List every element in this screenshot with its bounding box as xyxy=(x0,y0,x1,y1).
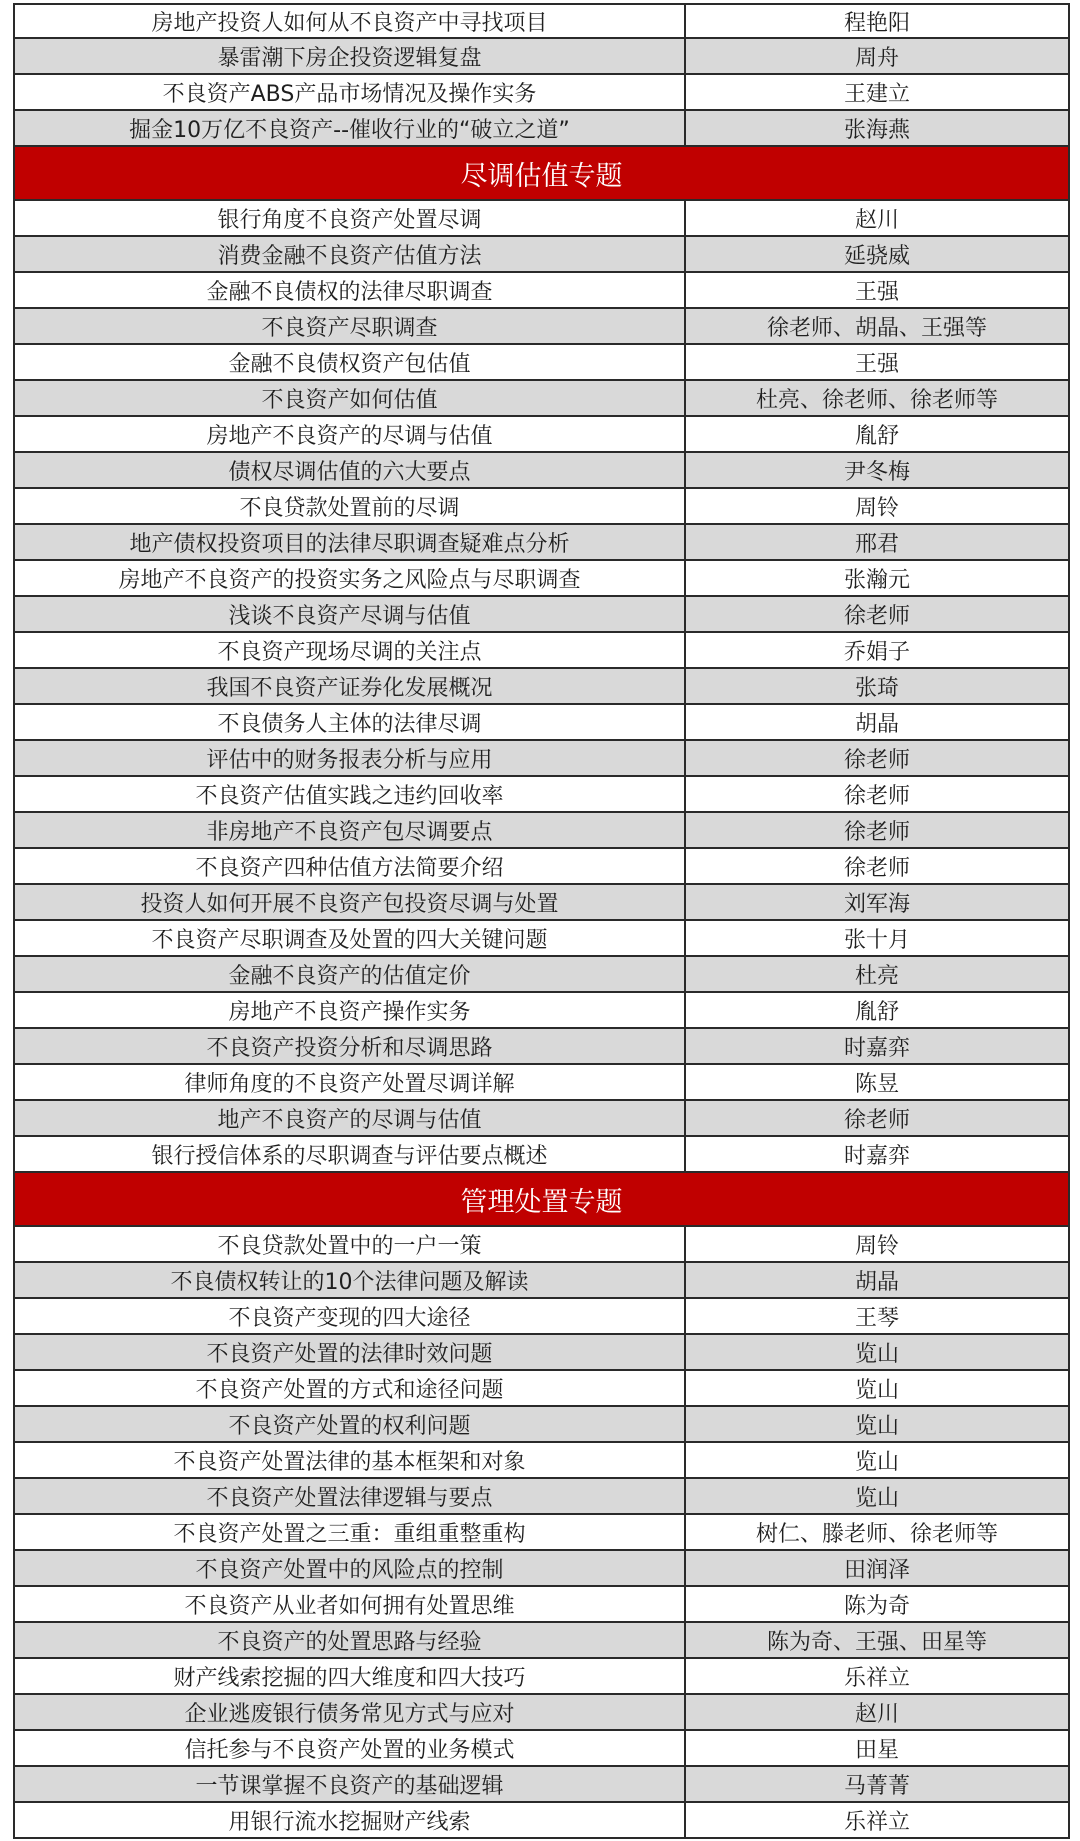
course-title-cell: 地产债权投资项目的法律尽职调查疑难点分析 xyxy=(15,525,686,559)
table-row xyxy=(13,75,1070,111)
course-title-cell: 债权尽调估值的六大要点 xyxy=(15,453,686,487)
course-title-cell: 用银行流水挖掘财产线索 xyxy=(15,1803,686,1837)
course-title-cell: 财产线索挖掘的四大维度和四大技巧 xyxy=(15,1659,686,1693)
table-row xyxy=(13,489,1070,525)
table-row xyxy=(13,1587,1070,1623)
speaker-cell: 延骁威 xyxy=(843,243,910,269)
speaker-cell: 邢君 xyxy=(854,531,899,557)
course-title-cell: 不良资产估值实践之违约回收率 xyxy=(15,777,686,811)
speaker-cell: 览山 xyxy=(854,1449,899,1475)
table-row xyxy=(13,345,1070,381)
speaker-cell: 王强 xyxy=(854,279,899,305)
course-title-cell: 不良资产处置的权利问题 xyxy=(15,1407,686,1441)
course-title-cell: 非房地产不良资产包尽调要点 xyxy=(15,813,686,847)
speaker-cell: 徐老师 xyxy=(843,747,910,773)
speaker-cell: 杜亮、徐老师、徐老师等 xyxy=(755,387,998,413)
speaker-cell: 程艳阳 xyxy=(843,10,910,36)
table-row xyxy=(13,597,1070,633)
table-row xyxy=(13,1803,1070,1839)
table-row xyxy=(13,1479,1070,1515)
table-row xyxy=(13,1443,1070,1479)
speaker-cell: 赵川 xyxy=(854,1701,899,1727)
table-row xyxy=(13,1137,1070,1173)
course-title-cell: 信托参与不良资产处置的业务模式 xyxy=(15,1731,686,1765)
table-row xyxy=(13,777,1070,813)
table-row xyxy=(13,633,1070,669)
speaker-cell: 胤舒 xyxy=(854,423,899,449)
table-row xyxy=(13,1767,1070,1803)
course-title-cell: 房地产不良资产的尽调与估值 xyxy=(15,417,686,451)
course-title-cell: 房地产不良资产的投资实务之风险点与尽职调查 xyxy=(15,561,686,595)
table-row xyxy=(13,1101,1070,1137)
table-row xyxy=(13,1335,1070,1371)
table-row xyxy=(13,1029,1070,1065)
table-row xyxy=(13,111,1070,147)
table-row xyxy=(13,1371,1070,1407)
course-table xyxy=(13,3,1070,1839)
section-header: 管理处置专题 xyxy=(13,1173,1070,1227)
course-title-cell: 银行授信体系的尽职调查与评估要点概述 xyxy=(15,1137,686,1171)
course-title-cell: 一节课掌握不良资产的基础逻辑 xyxy=(15,1767,686,1801)
speaker-cell: 徐老师 xyxy=(843,855,910,881)
course-title-cell: 不良资产从业者如何拥有处置思维 xyxy=(15,1587,686,1621)
course-title-cell: 评估中的财务报表分析与应用 xyxy=(15,741,686,775)
table-row xyxy=(13,1659,1070,1695)
course-title-cell: 房地产不良资产操作实务 xyxy=(15,993,686,1027)
speaker-cell: 徐老师 xyxy=(843,603,910,629)
course-title-cell: 不良资产处置中的风险点的控制 xyxy=(15,1551,686,1585)
table-row xyxy=(13,1623,1070,1659)
course-title-cell: 不良债务人主体的法律尽调 xyxy=(15,705,686,739)
table-row xyxy=(13,741,1070,777)
speaker-cell: 周铃 xyxy=(854,495,899,521)
course-title-cell: 企业逃废银行债务常见方式与应对 xyxy=(15,1695,686,1729)
table-row xyxy=(13,525,1070,561)
speaker-cell: 田星 xyxy=(854,1737,899,1763)
speaker-cell: 张十月 xyxy=(843,927,910,953)
speaker-cell: 陈为奇 xyxy=(843,1593,910,1619)
table-row xyxy=(13,453,1070,489)
table-row xyxy=(13,1695,1070,1731)
speaker-cell: 时嘉弈 xyxy=(843,1143,910,1169)
table-row xyxy=(13,1407,1070,1443)
speaker-cell: 周舟 xyxy=(854,45,899,71)
course-title-cell: 不良资产处置法律逻辑与要点 xyxy=(15,1479,686,1513)
speaker-cell: 田润泽 xyxy=(843,1557,910,1583)
course-title-cell: 不良资产投资分析和尽调思路 xyxy=(15,1029,686,1063)
course-title-cell: 不良资产现场尽调的关注点 xyxy=(15,633,686,667)
speaker-cell: 赵川 xyxy=(854,207,899,233)
speaker-cell: 张琦 xyxy=(854,675,899,701)
speaker-cell: 王琴 xyxy=(854,1305,899,1331)
course-title-cell: 不良资产处置的法律时效问题 xyxy=(15,1335,686,1369)
table-row xyxy=(13,669,1070,705)
speaker-cell: 乔娟子 xyxy=(843,639,910,665)
table-row xyxy=(13,381,1070,417)
course-title-cell: 地产不良资产的尽调与估值 xyxy=(15,1101,686,1135)
table-row xyxy=(13,1551,1070,1587)
speaker-cell: 周铃 xyxy=(854,1233,899,1259)
course-title-cell: 浅谈不良资产尽调与估值 xyxy=(15,597,686,631)
table-row xyxy=(13,417,1070,453)
speaker-cell: 徐老师 xyxy=(843,1107,910,1133)
course-title-cell: 投资人如何开展不良资产包投资尽调与处置 xyxy=(15,885,686,919)
course-title-cell: 不良资产变现的四大途径 xyxy=(15,1299,686,1333)
section-header: 尽调估值专题 xyxy=(13,147,1070,201)
speaker-cell: 时嘉弈 xyxy=(843,1035,910,1061)
course-title-cell: 银行角度不良资产处置尽调 xyxy=(15,201,686,235)
table-row xyxy=(13,3,1070,39)
table-row xyxy=(13,1515,1070,1551)
speaker-cell: 杜亮 xyxy=(854,963,899,989)
speaker-cell: 马菁菁 xyxy=(843,1773,910,1799)
table-row xyxy=(13,309,1070,345)
table-row xyxy=(13,921,1070,957)
table-row xyxy=(13,993,1070,1029)
table-row xyxy=(13,201,1070,237)
course-title-cell: 我国不良资产证券化发展概况 xyxy=(15,669,686,703)
course-title-cell: 房地产投资人如何从不良资产中寻找项目 xyxy=(15,5,686,37)
speaker-cell: 览山 xyxy=(854,1377,899,1403)
table-row xyxy=(13,1227,1070,1263)
speaker-cell: 尹冬梅 xyxy=(843,459,910,485)
course-title-cell: 不良资产如何估值 xyxy=(15,381,686,415)
table-row xyxy=(13,237,1070,273)
speaker-cell: 树仁、滕老师、徐老师等 xyxy=(755,1521,998,1547)
table-row xyxy=(13,885,1070,921)
course-title-cell: 不良资产四种估值方法简要介绍 xyxy=(15,849,686,883)
table-row xyxy=(13,705,1070,741)
speaker-cell: 陈昱 xyxy=(854,1071,899,1097)
speaker-cell: 王建立 xyxy=(843,81,910,107)
course-title-cell: 不良资产ABS产品市场情况及操作实务 xyxy=(15,75,686,109)
course-title-cell: 不良资产尽职调查及处置的四大关键问题 xyxy=(15,921,686,955)
speaker-cell: 胤舒 xyxy=(854,999,899,1025)
speaker-cell: 张瀚元 xyxy=(843,567,910,593)
table-row xyxy=(13,1065,1070,1101)
table-row xyxy=(13,813,1070,849)
course-title-cell: 不良资产尽职调查 xyxy=(15,309,686,343)
course-title-cell: 不良资产处置法律的基本框架和对象 xyxy=(15,1443,686,1477)
course-title-cell: 不良债权转让的10个法律问题及解读 xyxy=(15,1263,686,1297)
table-row xyxy=(13,273,1070,309)
course-title-cell: 金融不良资产的估值定价 xyxy=(15,957,686,991)
speaker-cell: 徐老师 xyxy=(843,819,910,845)
table-row xyxy=(13,561,1070,597)
course-title-cell: 不良资产处置之三重：重组重整重构 xyxy=(15,1515,686,1549)
speaker-cell: 刘军海 xyxy=(843,891,910,917)
speaker-cell: 乐祥立 xyxy=(843,1809,910,1835)
table-row xyxy=(13,1731,1070,1767)
speaker-cell: 徐老师、胡晶、王强等 xyxy=(766,315,987,341)
speaker-cell: 览山 xyxy=(854,1485,899,1511)
speaker-cell: 胡晶 xyxy=(854,711,899,737)
table-row xyxy=(13,39,1070,75)
course-title-cell: 律师角度的不良资产处置尽调详解 xyxy=(15,1065,686,1099)
speaker-cell: 览山 xyxy=(854,1341,899,1367)
course-title-cell: 不良资产处置的方式和途径问题 xyxy=(15,1371,686,1405)
speaker-cell: 胡晶 xyxy=(854,1269,899,1295)
course-title-cell: 消费金融不良资产估值方法 xyxy=(15,237,686,271)
speaker-cell: 览山 xyxy=(854,1413,899,1439)
speaker-cell: 乐祥立 xyxy=(843,1665,910,1691)
course-title-cell: 不良贷款处置前的尽调 xyxy=(15,489,686,523)
table-row xyxy=(13,957,1070,993)
speaker-cell: 王强 xyxy=(854,351,899,377)
course-title-cell: 不良贷款处置中的一户一策 xyxy=(15,1227,686,1261)
speaker-cell: 陈为奇、王强、田星等 xyxy=(766,1629,987,1655)
speaker-cell: 张海燕 xyxy=(843,117,910,143)
speaker-cell: 徐老师 xyxy=(843,783,910,809)
table-row xyxy=(13,1299,1070,1335)
course-title-cell: 不良资产的处置思路与经验 xyxy=(15,1623,686,1657)
table-row xyxy=(13,1263,1070,1299)
course-title-cell: 暴雷潮下房企投资逻辑复盘 xyxy=(15,39,686,73)
course-title-cell: 金融不良债权资产包估值 xyxy=(15,345,686,379)
course-title-cell: 掘金10万亿不良资产--催收行业的“破立之道” xyxy=(15,111,686,145)
course-title-cell: 金融不良债权的法律尽职调查 xyxy=(15,273,686,307)
table-row xyxy=(13,849,1070,885)
